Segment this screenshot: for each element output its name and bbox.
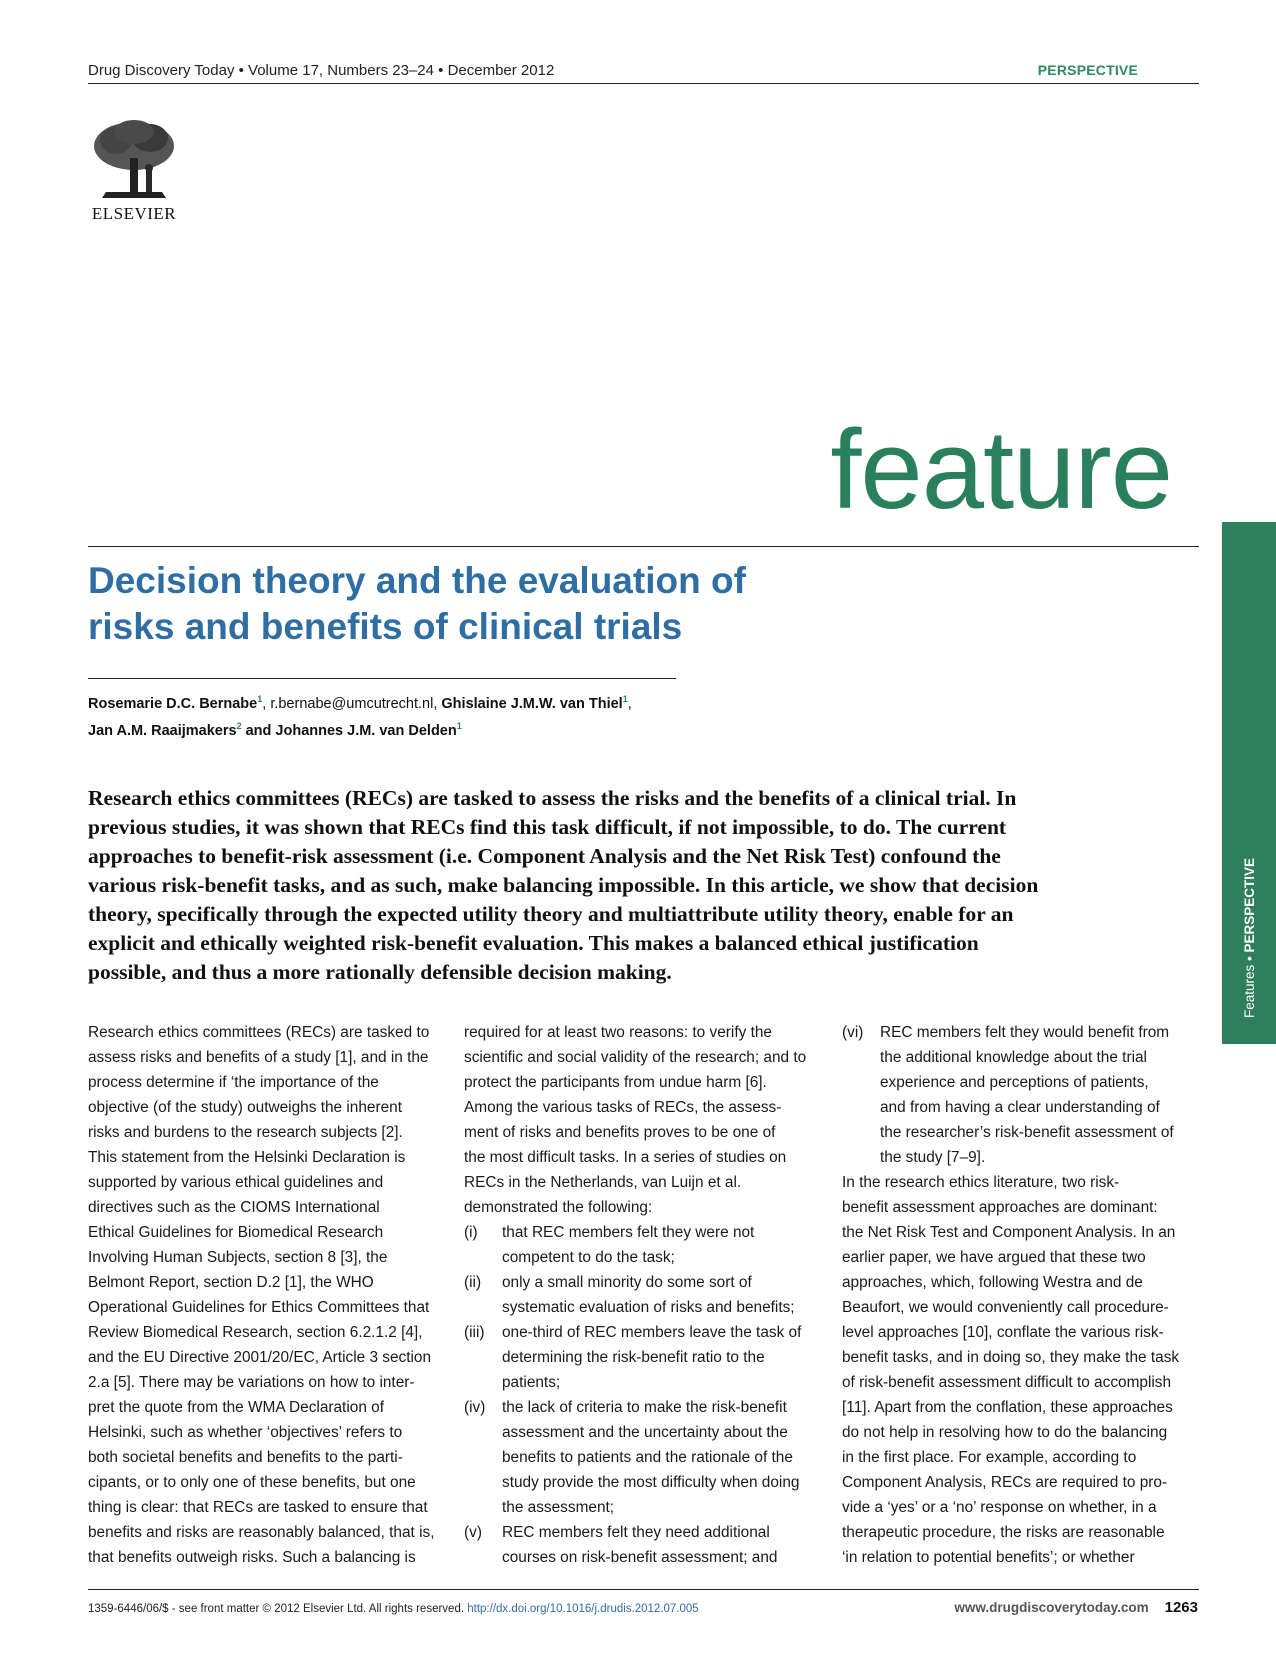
body-line: Operational Guidelines for Ethics Committees that [88, 1299, 430, 1316]
footer-right [954, 1599, 1198, 1616]
body-column-3 [842, 1020, 1202, 1570]
body-line: ment of risks and benefits proves to be one of [464, 1124, 776, 1141]
body-line: ‘in relation to potential benefits’; or whether [842, 1549, 1135, 1566]
list-line: the additional knowledge about the trial [880, 1049, 1147, 1066]
side-tab-label [1242, 858, 1257, 1018]
body-line: 2.a [5]. There may be variations on how to inter- [88, 1374, 415, 1391]
copyright-text: 1359-6446/06/$ - see front matter © 2012 Elsevier Ltd. All rights reserved. [88, 1603, 465, 1615]
abstract-line: Research ethics committees (RECs) are tasked to assess the risks and the benefits of a clinical trial. In [88, 786, 1017, 810]
body-line: vide a ‘yes’ or a ‘no’ response on whether, in a [842, 1499, 1157, 1516]
body-line: Research ethics committees (RECs) are tasked to [88, 1024, 430, 1041]
body-line: Belmont Report, section D.2 [1], the WHO [88, 1274, 374, 1291]
body-line: demonstrated the following: [464, 1199, 653, 1216]
body-line: required for at least two reasons: to verify the [464, 1024, 772, 1041]
doi-link[interactable]: http://dx.doi.org/10.1016/j.drudis.2012.07.005 [467, 1603, 699, 1615]
list-line: and from having a clear understanding of [880, 1099, 1160, 1116]
elsevier-logo [86, 118, 182, 226]
list-number: (i) [464, 1224, 478, 1241]
body-line: Among the various tasks of RECs, the assess- [464, 1099, 782, 1116]
body-line: Ethical Guidelines for Biomedical Research [88, 1224, 384, 1241]
body-line: risks and burdens to the research subjects [2]. [88, 1124, 403, 1141]
body-line: RECs in the Netherlands, van Luijn et al. [464, 1174, 742, 1191]
section-label: PERSPECTIVE [1037, 62, 1138, 78]
body-line: directives such as the CIOMS International [88, 1199, 380, 1216]
body-line: therapeutic procedure, the risks are reasonable [842, 1524, 1165, 1541]
title-line: risks and benefits of clinical trials [88, 606, 683, 647]
body-line: protect the participants from undue harm [6]. [464, 1074, 767, 1091]
abstract-line: approaches to benefit-risk assessment (i.e. Component Analysis and the Net Risk Test) confound the [88, 844, 1001, 868]
list-number: (v) [464, 1524, 482, 1541]
list-line: the lack of criteria to make the risk-benefit [502, 1399, 787, 1416]
body-line: pret the quote from the WMA Declaration of [88, 1399, 384, 1416]
author-name: Johannes J.M. van Delden [275, 722, 457, 739]
affiliation-mark: 2 [236, 720, 242, 731]
title-line: Decision theory and the evaluation of [88, 560, 746, 601]
logo-wordmark: ELSEVIER [91, 204, 177, 223]
affiliation-mark: 1 [622, 694, 628, 704]
body-line: and the EU Directive 2001/20/EC, Article 3 section [88, 1349, 432, 1366]
list-line: systematic evaluation of risks and benefits; [502, 1299, 795, 1316]
body-line: in the first place. For example, according to [842, 1449, 1137, 1466]
body-line: that benefits outweigh risks. Such a balancing is [88, 1549, 416, 1566]
body-line: This statement from the Helsinki Declaration is [88, 1149, 406, 1166]
body-line: Component Analysis, RECs are required to pro- [842, 1474, 1168, 1491]
list-number: (iv) [464, 1399, 486, 1416]
affiliation-mark: 1 [257, 694, 263, 704]
header-divider [88, 83, 1199, 84]
side-tab-section: PERSPECTIVE [1242, 857, 1257, 953]
list-item [464, 1220, 820, 1270]
list-line: the study [7–9]. [880, 1149, 986, 1166]
feature-heading: feature [830, 407, 1172, 532]
authors-divider [88, 678, 676, 679]
body-line: objective (of the study) outweighs the inherent [88, 1099, 402, 1116]
footer-divider [88, 1589, 1199, 1590]
body-line: of risk-benefit assessment difficult to accomplish [842, 1374, 1172, 1391]
body-line: earlier paper, we have argued that these two [842, 1249, 1146, 1266]
list-item [842, 1020, 1202, 1170]
list-line: REC members felt they need additional [502, 1524, 770, 1541]
list-item [464, 1320, 820, 1395]
list-line: experience and perceptions of patients, [880, 1074, 1149, 1091]
body-line: benefit assessment approaches are dominant: [842, 1199, 1158, 1216]
list-line: assessment and the uncertainty about the [502, 1424, 788, 1441]
body-line: In the research ethics literature, two risk- [842, 1174, 1120, 1191]
body-column-2 [464, 1020, 820, 1570]
author-name: Rosemarie D.C. Bernabe [88, 695, 258, 712]
list-line: competent to do the task; [502, 1249, 675, 1266]
body-column-1 [88, 1020, 444, 1570]
abstract-line: explicit and ethically weighted risk-benefit evaluation. This makes a balanced ethical justification [88, 931, 979, 955]
journal-header: Drug Discovery Today • Volume 17, Numbers 23–24 • December 2012 [88, 62, 555, 79]
section-side-tab [1222, 522, 1276, 1044]
list-number: (vi) [842, 1024, 864, 1041]
body-line: [11]. Apart from the conflation, these approaches [842, 1399, 1173, 1416]
body-line: level approaches [10], conflate the various risk- [842, 1324, 1164, 1341]
list-line: courses on risk-benefit assessment; and [502, 1549, 778, 1566]
list-line: study provide the most difficulty when doing [502, 1474, 800, 1491]
body-line: approaches, which, following Westra and de [842, 1274, 1143, 1291]
body-line: Review Biomedical Research, section 6.2.1.2 [4], [88, 1324, 423, 1341]
abstract-line: previous studies, it was shown that RECs find this task difficult, if not impossible, to do. The current [88, 815, 1007, 839]
journal-website[interactable]: www.drugdiscoverytoday.com [954, 1600, 1149, 1615]
author-list: Rosemarie D.C. Bernabe$^1$, r.bernabe@umcutrecht.nl, Ghislaine J.M.W. van Thiel$^1$, Jan A.M. Raaijmakers$^2$ and Johannes J.M. van Delden$^1$ [88, 694, 632, 739]
list-number: (ii) [464, 1274, 482, 1291]
list-item [464, 1520, 820, 1570]
copyright-line [88, 1603, 699, 1615]
abstract [88, 784, 1198, 987]
list-number: (iii) [464, 1324, 485, 1341]
list-item [464, 1395, 820, 1520]
body-line: Involving Human Subjects, section 8 [3], the [88, 1249, 388, 1266]
body-line: Beaufort, we would conveniently call procedure- [842, 1299, 1169, 1316]
body-line: scientific and social validity of the research; and to [464, 1049, 807, 1066]
body-line: process determine if ‘the importance of the [88, 1074, 379, 1091]
body-line: the Net Risk Test and Component Analysis. In an [842, 1224, 1176, 1241]
affiliation-mark: 1 [456, 720, 462, 731]
abstract-line: various risk-benefit tasks, and as such, make balancing impossible. In this article, we show that decision [88, 873, 1039, 897]
tree-icon [86, 118, 182, 200]
body-line: benefit tasks, and in doing so, they make the task [842, 1349, 1180, 1366]
list-line: that REC members felt they were not [502, 1224, 755, 1241]
list-item [464, 1270, 820, 1320]
abstract-line: theory, specifically through the expected utility theory and multiattribute utility theory, enable for an [88, 902, 1014, 926]
body-line: the most difficult tasks. In a series of studies on [464, 1149, 787, 1166]
article-title [88, 558, 848, 650]
abstract-line: possible, and thus a more rationally defensible decision making. [88, 960, 672, 984]
body-line: Helsinki, such as whether ‘objectives’ refers to [88, 1424, 403, 1441]
author-name: Ghislaine J.M.W. van Thiel [441, 695, 623, 712]
list-line: only a small minority do some sort of [502, 1274, 752, 1291]
list-line: benefits to patients and the rationale of the [502, 1449, 793, 1466]
and-word: and [245, 722, 272, 739]
list-line: the assessment; [502, 1499, 615, 1516]
side-tab-prefix: Features • [1242, 952, 1257, 1018]
list-line: the researcher’s risk-benefit assessment of [880, 1124, 1174, 1141]
body-line: both societal benefits and benefits to the parti- [88, 1449, 403, 1466]
body-line: assess risks and benefits of a study [1], and in the [88, 1049, 429, 1066]
list-line: patients; [502, 1374, 561, 1391]
body-line: cipants, or to only one of these benefits, but one [88, 1474, 416, 1491]
body-line: thing is clear: that RECs are tasked to ensure that [88, 1499, 428, 1516]
list-line: one-third of REC members leave the task of [502, 1324, 802, 1341]
page-number: 1263 [1164, 1599, 1198, 1616]
body-line: supported by various ethical guidelines and [88, 1174, 384, 1191]
title-divider [88, 546, 1199, 547]
list-line: REC members felt they would benefit from [880, 1024, 1170, 1041]
body-line: do not help in resolving how to do the balancing [842, 1424, 1168, 1441]
list-line: determining the risk-benefit ratio to the [502, 1349, 765, 1366]
author-email[interactable]: r.bernabe@umcutrecht.nl [270, 695, 434, 712]
author-name: Jan A.M. Raaijmakers [88, 722, 237, 739]
body-line: benefits and risks are reasonably balanced, that is, [88, 1524, 435, 1541]
